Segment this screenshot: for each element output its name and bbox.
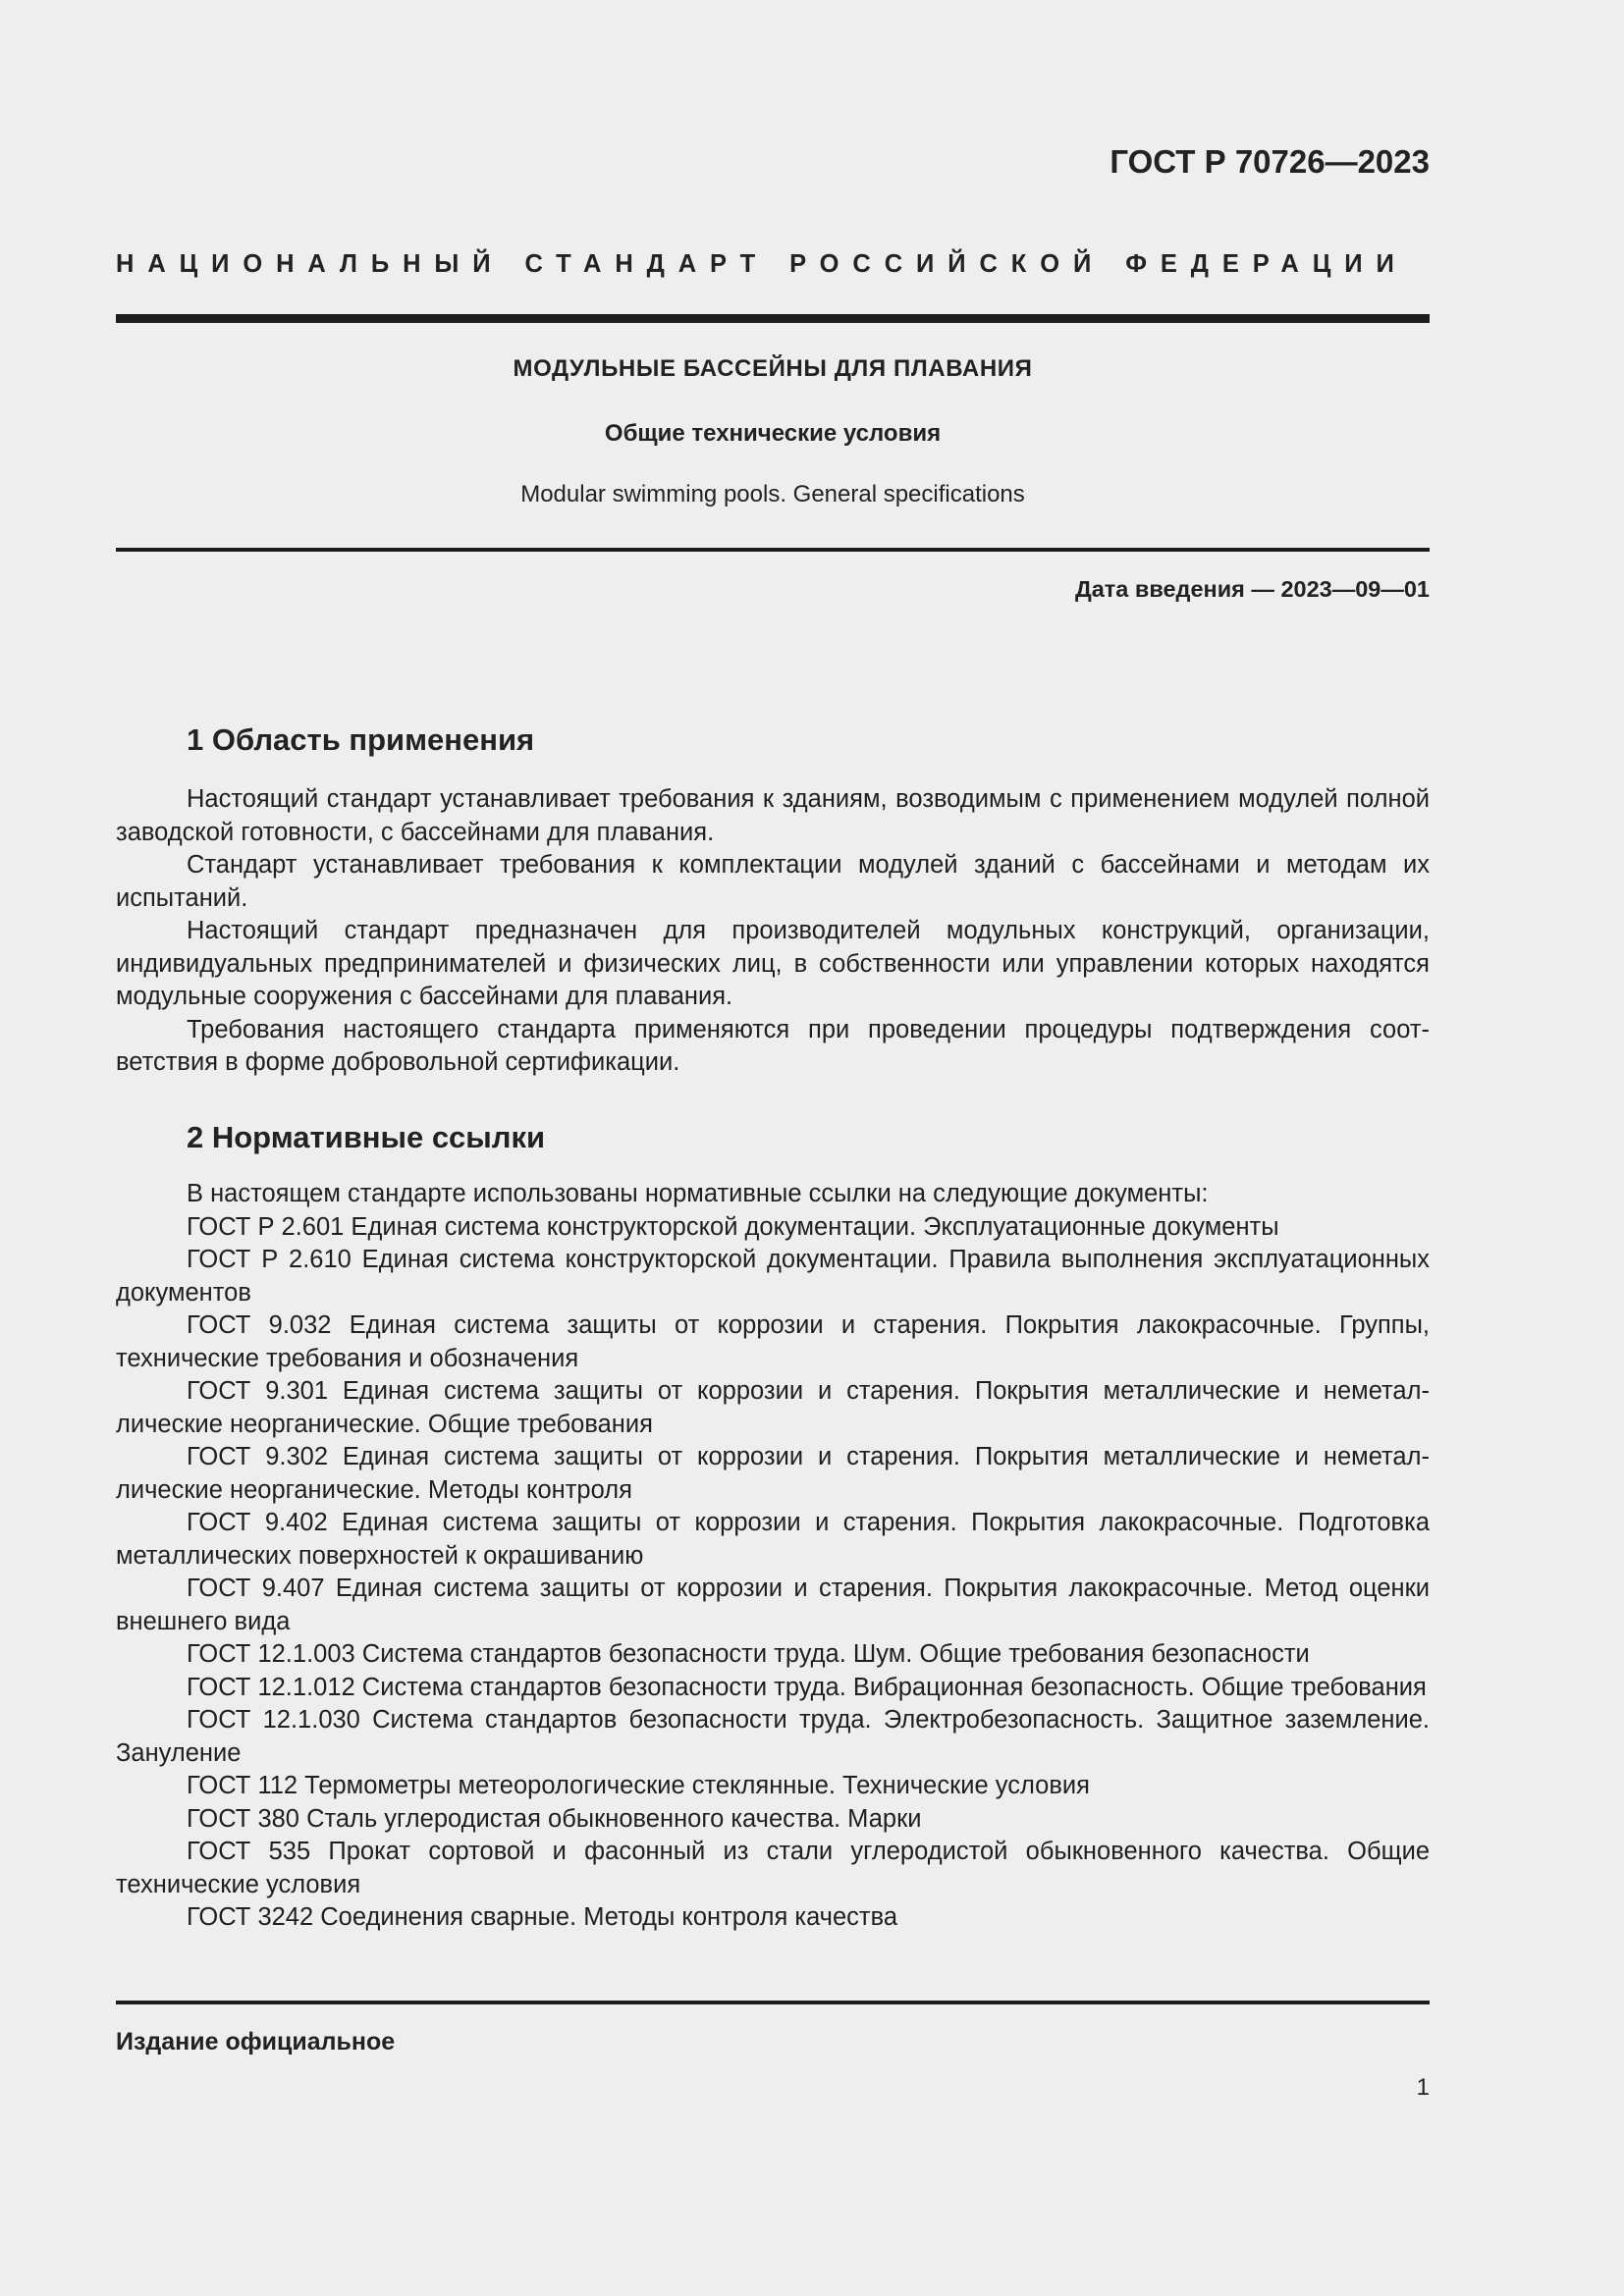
reference-item: ГОСТ 9.301 Единая система защиты от коррозии и старения. Покрытия металлические и неметаллические неорганические. Общие требования	[116, 1377, 1430, 1438]
thick-divider	[116, 314, 1430, 323]
reference-item: ГОСТ 380 Сталь углеродистая обыкновенного качества. Марки	[187, 1804, 922, 1833]
section-heading-normative-references: 2 Нормативные ссылки	[187, 1120, 546, 1154]
page-number: 1	[1416, 2074, 1430, 2101]
reference-item: ГОСТ 12.1.012 Система стандартов безопасности труда. Вибрационная безопасность. Общие требования	[187, 1673, 1427, 1701]
reference-item: ГОСТ 3242 Соединения сварные. Методы контроля качества	[187, 1903, 898, 1931]
paragraph: Настоящий стандарт устанавливает требования к зданиям, возводимым с применением модулей полной заводской готовности, с бассейнами для плавания.	[116, 785, 1430, 846]
reference-item: ГОСТ 12.1.030 Система стандартов безопасности труда. Электробезопасность. Защитное заземление. Зануление	[116, 1706, 1430, 1767]
document-title: МОДУЛЬНЫЕ БАССЕЙНЫ ДЛЯ ПЛАВАНИЯ	[513, 355, 1033, 382]
paragraph: Настоящий стандарт предназначен для производителей модульных конструкций, организации, индивидуальных предпринимателей и физических лиц, в собственности или управлении которых находятся модульные сооружения с бассейнами для плавания.	[116, 917, 1430, 1010]
thin-divider-top	[116, 548, 1430, 552]
document-title-english: Modular swimming pools. General specifications	[520, 481, 1025, 507]
paragraph: Требования настоящего стандарта применяются при проведении процедуры подтверждения соответствия в форме добровольной сертификации.	[116, 1015, 1430, 1076]
thin-divider-bottom	[116, 2001, 1430, 2004]
national-standard-banner: НАЦИОНАЛЬНЫЙ СТАНДАРТ РОССИЙСКОЙ ФЕДЕРАЦИИ	[116, 250, 1408, 278]
references-intro: В настоящем стандарте использованы нормативные ссылки на следующие документы:	[187, 1180, 1209, 1207]
paragraph: Стандарт устанавливает требования к комплектации модулей зданий с бассейнами и методам их испытаний.	[116, 851, 1430, 912]
reference-item: ГОСТ 12.1.003 Система стандартов безопасности труда. Шум. Общие требования безопасности	[187, 1640, 1310, 1668]
introduction-date: Дата введения — 2023—09—01	[1074, 576, 1430, 602]
reference-item: ГОСТ Р 2.601 Единая система конструкторской документации. Эксплуатационные документы	[187, 1212, 1279, 1241]
document-number: ГОСТ Р 70726—2023	[1110, 143, 1430, 180]
section-body-scope	[116, 783, 1430, 1080]
reference-item: ГОСТ 9.407 Единая система защиты от коррозии и старения. Покрытия лакокрасочные. Метод оценки внешнего вида	[116, 1575, 1430, 1635]
document-subtitle: Общие технические условия	[604, 420, 942, 447]
reference-item: ГОСТ 535 Прокат сортовой и фасонный из стали углеродистой обыкновенного качества. Общие технические условия	[116, 1838, 1430, 1898]
reference-item: ГОСТ 9.302 Единая система защиты от коррозии и старения. Покрытия металлические и неметаллические неорганические. Методы контроля	[116, 1443, 1430, 1504]
section-body-normative-references	[116, 1178, 1430, 1935]
reference-item: ГОСТ Р 2.610 Единая система конструкторской документации. Правила выполнения эксплуатационных документов	[116, 1246, 1430, 1307]
reference-item: ГОСТ 9.032 Единая система защиты от коррозии и старения. Покрытия лакокрасочные. Группы, технические требования и обозначения	[116, 1311, 1430, 1372]
reference-item: ГОСТ 112 Термометры метеорологические стеклянные. Технические условия	[187, 1772, 1090, 1799]
official-edition-label: Издание официальное	[116, 2028, 396, 2056]
reference-item: ГОСТ 9.402 Единая система защиты от коррозии и старения. Покрытия лакокрасочные. Подготовка металлических поверхностей к окрашиванию	[116, 1509, 1430, 1570]
section-heading-scope: 1 Область применения	[187, 722, 535, 757]
